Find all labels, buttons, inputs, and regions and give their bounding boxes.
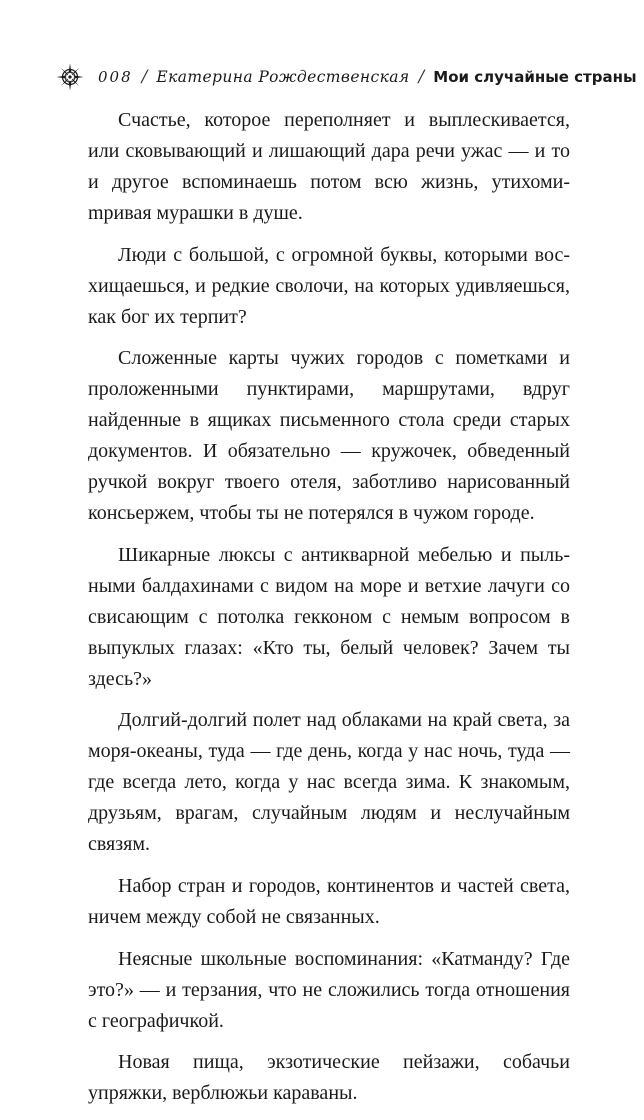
paragraph: Счастье, которое переполняет и выплескивается, или сковывающий и лишающий дара речи ужас — и то и другое вспоминаешь потом всю жизнь, утихомиmривая мурашки в душе.: [88, 109, 570, 224]
header-separator: /: [141, 67, 148, 87]
body-text: [88, 105, 570, 1120]
author-name: Екатерина Рождественская: [156, 68, 410, 86]
running-header: [56, 62, 637, 92]
paragraph: Люди с большой, с огромной буквы, которыми восхищаешься, и редкие сволочи, на которых удивляешься, как бог их терпит?: [88, 243, 570, 328]
paragraph: Сложенные карты чужих городов с пометками и проложенными пунктирами, маршрутами, вдруг найденные в ящиках письменного стола среди старых документов. И обязательно — кружочек, обведенный ручкой вокруг твоего отеля, заботливо нарисованный консьержем, чтобы ты не потерялся в чужом городе.: [88, 347, 570, 525]
compass-rose-icon: [56, 63, 84, 91]
paragraph: Долгий-долгий полет над облаками на край света, за моря-океаны, туда — где день, когда у нас ночь, туда — где всегда лето, когда у нас всегда зима. К знакомым, друзьям, врагам, случайным людям и неслучайным связям.: [88, 709, 570, 856]
paragraph: Шикарные люксы с антикварной мебелью и пыльными балдахинами с видом на море и ветхие лачуги со свисающим с потолка гекконом с немым вопросом в выпуклых глазах: «Кто ты, белый человек? Зачем ты здесь?»: [88, 543, 570, 690]
book-title: Мои случайные страны: [433, 68, 637, 86]
page-number: 008: [98, 68, 133, 86]
paragraph: Неясные школьные воспоминания: «Катманду? Где это?» — и терзания, что не сложились тогда отношения с географичкой.: [88, 947, 570, 1032]
header-separator: /: [418, 67, 425, 87]
paragraph: Новая пища, экзотические пейзажи, собачьи упряжки, верблюжьи караваны.: [88, 1051, 570, 1105]
paragraph: Набор стран и городов, континентов и частей света, ничем между собой не связанных.: [88, 874, 570, 928]
